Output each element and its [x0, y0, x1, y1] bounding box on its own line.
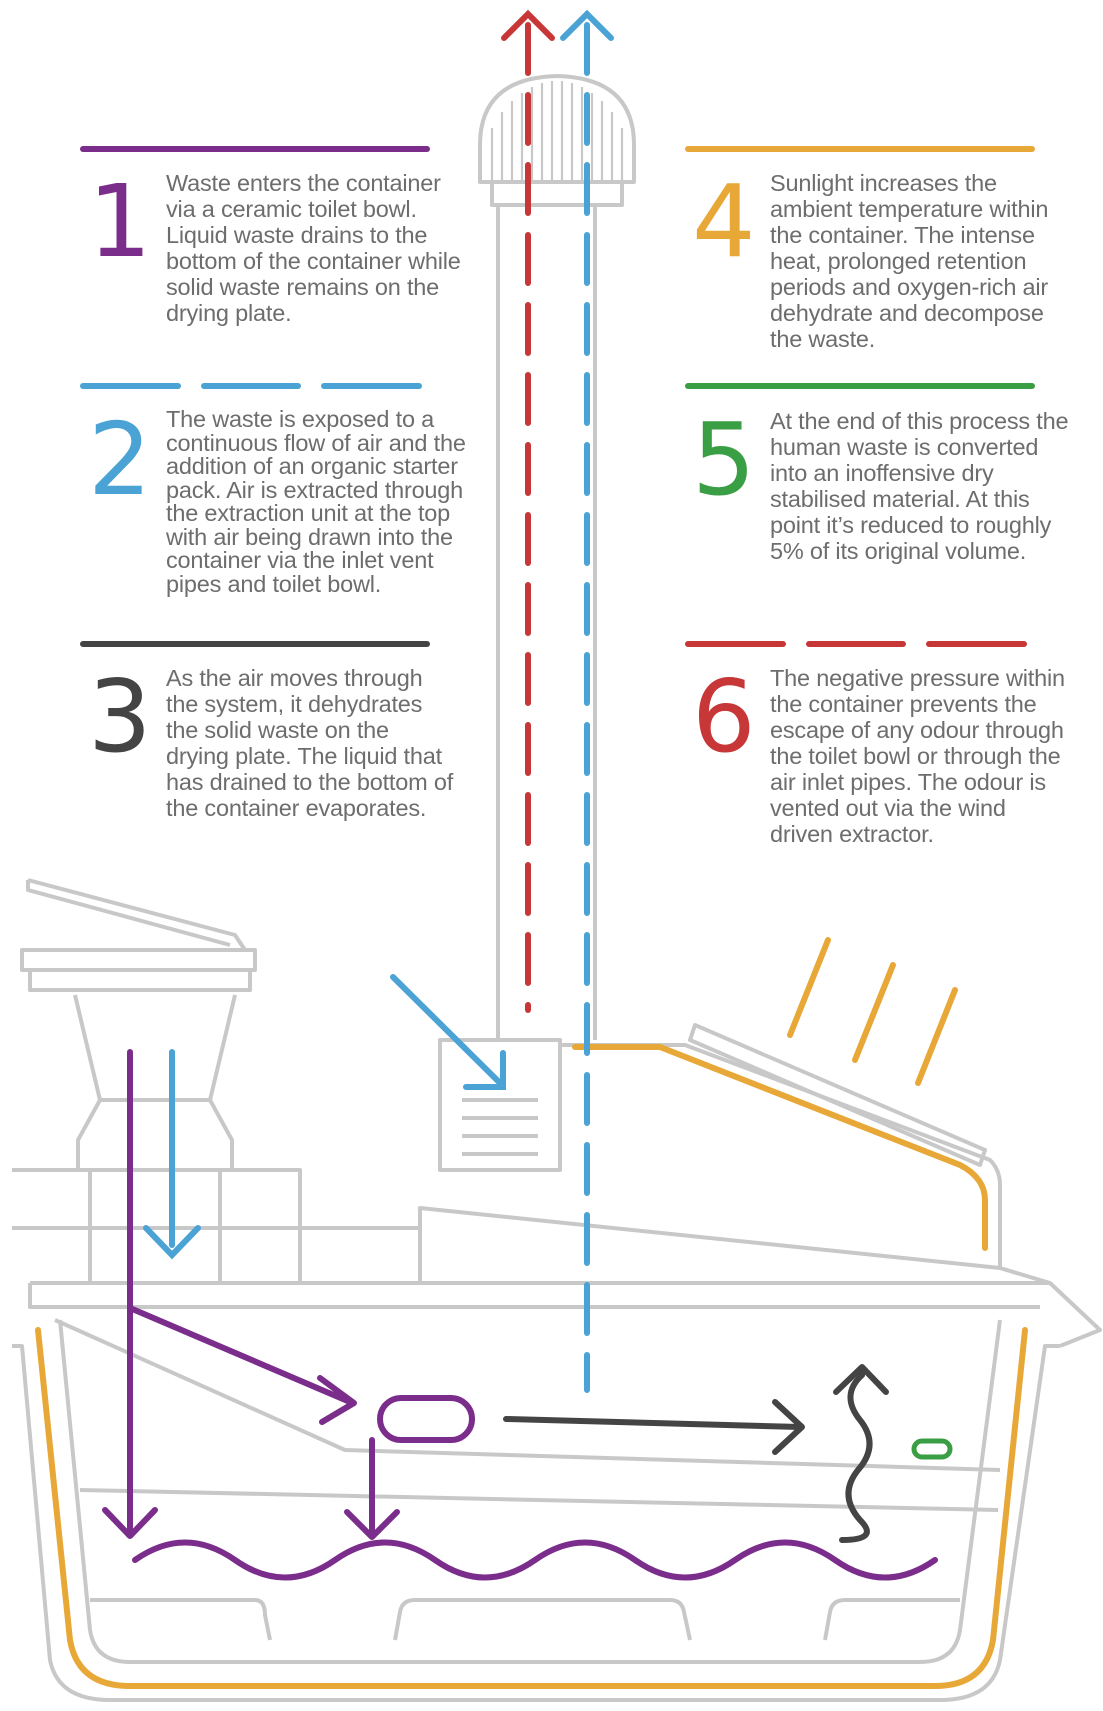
wind-extractor-ribs [492, 81, 622, 180]
step-6-number: 6 [692, 658, 756, 775]
step-2-rule [80, 383, 422, 389]
stabilised-material-pill [914, 1441, 950, 1457]
step-2-text: The waste is exposed to a continuous flow of air and the addition of an organic starter pack. Air is extracted through the extraction unit at the top with air being drawn into the container via the inlet vent pipes and toilet bowl. [166, 406, 466, 597]
step-3 [88, 658, 456, 821]
step-5-text: At the end of this process the human waste is converted into an inoffensive dry stabilised material. At this point it’s reduced to roughly 5% of its original volume. [770, 408, 1069, 564]
step-6 [692, 658, 1070, 847]
step-1-text: Waste enters the container via a ceramic toilet bowl. Liquid waste drains to the bottom of the container while solid waste remains on the drying plate. [166, 170, 461, 326]
step-4-text: Sunlight increases the ambient temperature within the container. The intense heat, prolonged retention periods and oxygen-rich air dehydrate and decompose the waste. [770, 170, 1049, 352]
step-4 [692, 163, 1070, 352]
step-4-number: 4 [692, 163, 756, 280]
step-5 [692, 401, 1070, 564]
step-2 [88, 401, 476, 597]
step-6-rule [685, 641, 1027, 647]
step-4-rule [685, 146, 1035, 152]
step-5-rule [685, 383, 1035, 389]
step-1 [88, 163, 468, 326]
step-3-number: 3 [88, 658, 152, 775]
step-3-rule [80, 641, 430, 647]
step-1-rule [80, 146, 430, 152]
step-6-text: The negative pressure within the container prevents the escape of any odour through the toilet bowl or through the air inlet pipes. The odour is vented out via the wind driven extractor. [770, 665, 1065, 847]
step-3-text: As the air moves through the system, it dehydrates the solid waste on the drying plate. The liquid that has drained to the bottom of the container evaporates. [166, 665, 454, 821]
evaporation-lines [506, 1367, 886, 1540]
step-5-number: 5 [692, 401, 756, 518]
step-1-number: 1 [88, 163, 152, 280]
step-2-number: 2 [88, 401, 152, 518]
